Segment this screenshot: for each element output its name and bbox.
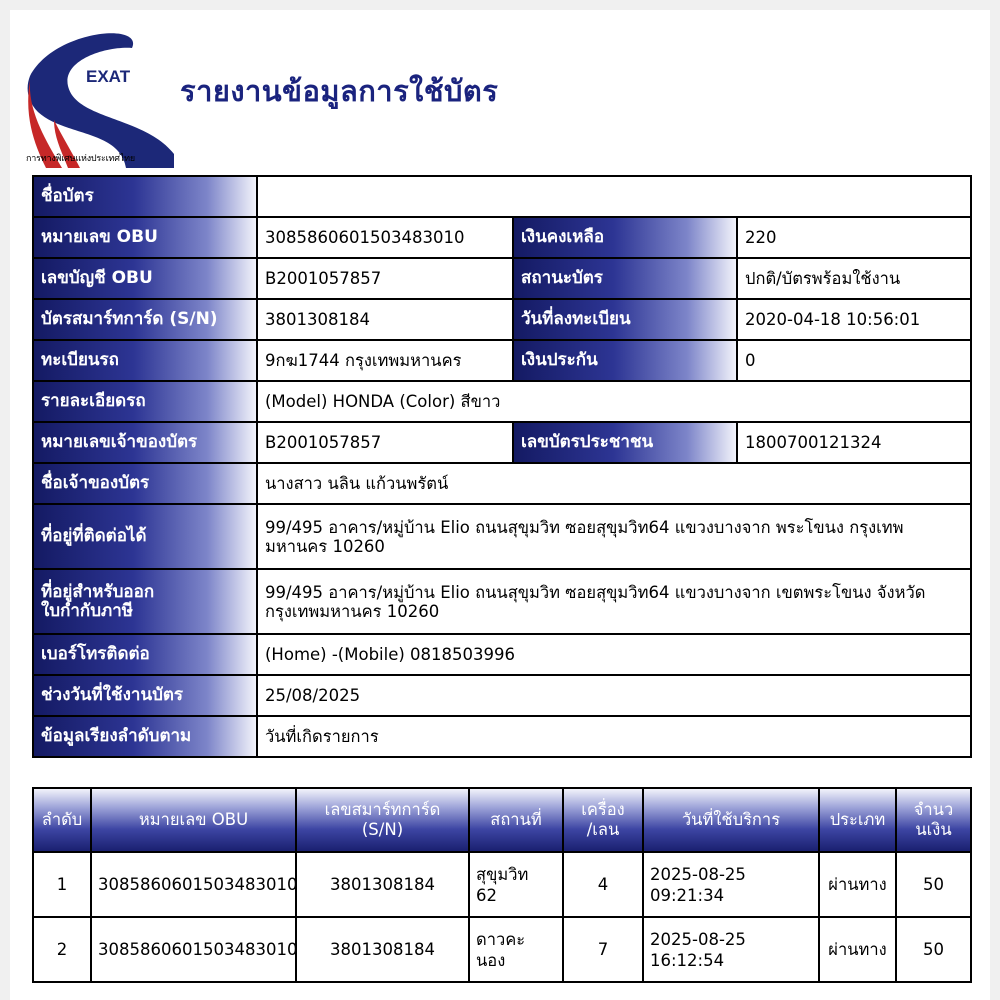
smartcard-row	[33, 299, 971, 340]
usage-period-row	[33, 675, 971, 716]
deposit-value: 0	[737, 340, 971, 381]
row-seq: 2	[33, 917, 91, 982]
vehicle-detail-label: รายละเอียดรถ	[33, 381, 257, 422]
tax-address-value	[257, 569, 971, 634]
table-row	[33, 917, 971, 982]
tax-address-label	[33, 569, 257, 634]
phone-label: เบอร์โทรติดต่อ	[33, 634, 257, 675]
contact-address-line1: 99/495 อาคาร/หมู่บ้าน Elio ถนนสุขุมวิท ซอยสุขุมวิท64 แขวงบางจาก พระโขนง กรุงเทพ	[265, 517, 904, 537]
sort-value: วันที่เกิดรายการ	[257, 716, 971, 757]
register-date-label: วันที่ลงทะเบียน	[513, 299, 737, 340]
owner-name-label: ชื่อเจ้าของบัตร	[33, 463, 257, 504]
row-lane: 4	[563, 852, 643, 917]
header-seq: ลำดับ	[33, 788, 91, 852]
row-time: 09:21:34	[650, 885, 725, 905]
vehicle-detail-value: (Model) HONDA (Color) สีขาว	[257, 381, 971, 422]
row-service-date	[643, 852, 819, 917]
row-seq: 1	[33, 852, 91, 917]
card-status-label: สถานะบัตร	[513, 258, 737, 299]
card-name-label: ชื่อบัตร	[33, 176, 257, 217]
row-location	[469, 917, 563, 982]
contact-address-value	[257, 504, 971, 569]
row-location-line2: นอง	[476, 950, 506, 970]
obu-account-row	[33, 258, 971, 299]
transactions-table	[32, 787, 972, 983]
row-amount: 50	[896, 917, 971, 982]
row-location	[469, 852, 563, 917]
phone-value: (Home) -(Mobile) 0818503996	[257, 634, 971, 675]
contact-address-label: ที่อยู่ที่ติดต่อได้	[33, 504, 257, 569]
card-info-table	[32, 175, 972, 758]
phone-row	[33, 634, 971, 675]
smartcard-value: 3801308184	[257, 299, 513, 340]
row-smartcard: 3801308184	[296, 852, 469, 917]
logo-caption: การทางพิเศษแห่งประเทศไทย	[26, 154, 135, 164]
owner-id-row	[33, 422, 971, 463]
row-type: ผ่านทาง	[819, 917, 896, 982]
tax-address-line2: กรุงเทพมหานคร 10260	[265, 601, 440, 621]
plate-row	[33, 340, 971, 381]
owner-id-value: B2001057857	[257, 422, 513, 463]
report-page	[10, 10, 990, 1000]
vehicle-detail-row	[33, 381, 971, 422]
row-service-date	[643, 917, 819, 982]
logo-text: EXAT	[86, 67, 131, 86]
header-location: สถานที่	[469, 788, 563, 852]
smartcard-label: บัตรสมาร์ทการ์ด (S/N)	[33, 299, 257, 340]
usage-period-label: ช่วงวันที่ใช้งานบัตร	[33, 675, 257, 716]
balance-label: เงินคงเหลือ	[513, 217, 737, 258]
header-service-date: วันที่ใช้บริการ	[643, 788, 819, 852]
row-lane: 7	[563, 917, 643, 982]
row-smartcard: 3801308184	[296, 917, 469, 982]
header-smartcard-line1: เลขสมาร์ทการ์ด	[324, 800, 441, 819]
card-status-value: ปกติ/บัตรพร้อมใช้งาน	[737, 258, 971, 299]
tax-address-label-line2: ใบกำกับภาษี	[41, 600, 133, 621]
header-lane-line2: /เลน	[586, 820, 620, 839]
tax-address-line1: 99/495 อาคาร/หมู่บ้าน Elio ถนนสุขุมวิท ซอยสุขุมวิท64 แขวงบางจาก เขตพระโขนง จังหวัด	[265, 582, 926, 602]
header-obu: หมายเลข OBU	[91, 788, 296, 852]
owner-name-value: นางสาว นลิน แก้วนพรัตน์	[257, 463, 971, 504]
tax-address-row	[33, 569, 971, 634]
header-amount	[896, 788, 971, 852]
header-type: ประเภท	[819, 788, 896, 852]
plate-label: ทะเบียนรถ	[33, 340, 257, 381]
owner-id-label: หมายเลขเจ้าของบัตร	[33, 422, 257, 463]
row-obu: 3085860601503483010	[91, 852, 296, 917]
balance-value: 220	[737, 217, 971, 258]
owner-name-row	[33, 463, 971, 504]
deposit-label: เงินประกัน	[513, 340, 737, 381]
usage-period-value: 25/08/2025	[257, 675, 971, 716]
sort-row	[33, 716, 971, 757]
row-obu: 3085860601503483010	[91, 917, 296, 982]
header-lane-line1: เครื่อง	[581, 800, 625, 819]
transactions-header-row	[33, 788, 971, 852]
obu-number-row	[33, 217, 971, 258]
row-date: 2025-08-25	[650, 864, 746, 884]
row-date: 2025-08-25	[650, 929, 746, 949]
row-amount: 50	[896, 852, 971, 917]
exat-logo-icon	[24, 20, 174, 168]
obu-account-label: เลขบัญชี OBU	[33, 258, 257, 299]
tax-address-label-line1: ที่อยู่สำหรับออก	[41, 581, 155, 602]
register-date-value: 2020-04-18 10:56:01	[737, 299, 971, 340]
citizen-id-value: 1800700121324	[737, 422, 971, 463]
page-title: รายงานข้อมูลการใช้บัตร	[180, 74, 499, 108]
row-location-line1: ดาวคะ	[476, 929, 526, 949]
card-name-value	[257, 176, 971, 217]
table-row	[33, 852, 971, 917]
card-name-row	[33, 176, 971, 217]
sort-label: ข้อมูลเรียงลำดับตาม	[33, 716, 257, 757]
row-type: ผ่านทาง	[819, 852, 896, 917]
header-smartcard	[296, 788, 469, 852]
header-amount-line1: จำนว	[913, 800, 954, 819]
header-smartcard-line2: (S/N)	[361, 820, 404, 839]
report-header	[10, 10, 990, 170]
citizen-id-label: เลขบัตรประชาชน	[513, 422, 737, 463]
row-location-line2: 62	[476, 885, 497, 905]
contact-address-row	[33, 504, 971, 569]
header-amount-line2: นเงิน	[915, 820, 952, 839]
obu-number-label: หมายเลข OBU	[33, 217, 257, 258]
obu-account-value: B2001057857	[257, 258, 513, 299]
row-location-line1: สุขุมวิท	[476, 864, 529, 884]
header-lane	[563, 788, 643, 852]
plate-value: 9กฆ1744 กรุงเทพมหานคร	[257, 340, 513, 381]
row-time: 16:12:54	[650, 950, 725, 970]
obu-number-value: 3085860601503483010	[257, 217, 513, 258]
contact-address-line2: มหานคร 10260	[265, 536, 385, 556]
